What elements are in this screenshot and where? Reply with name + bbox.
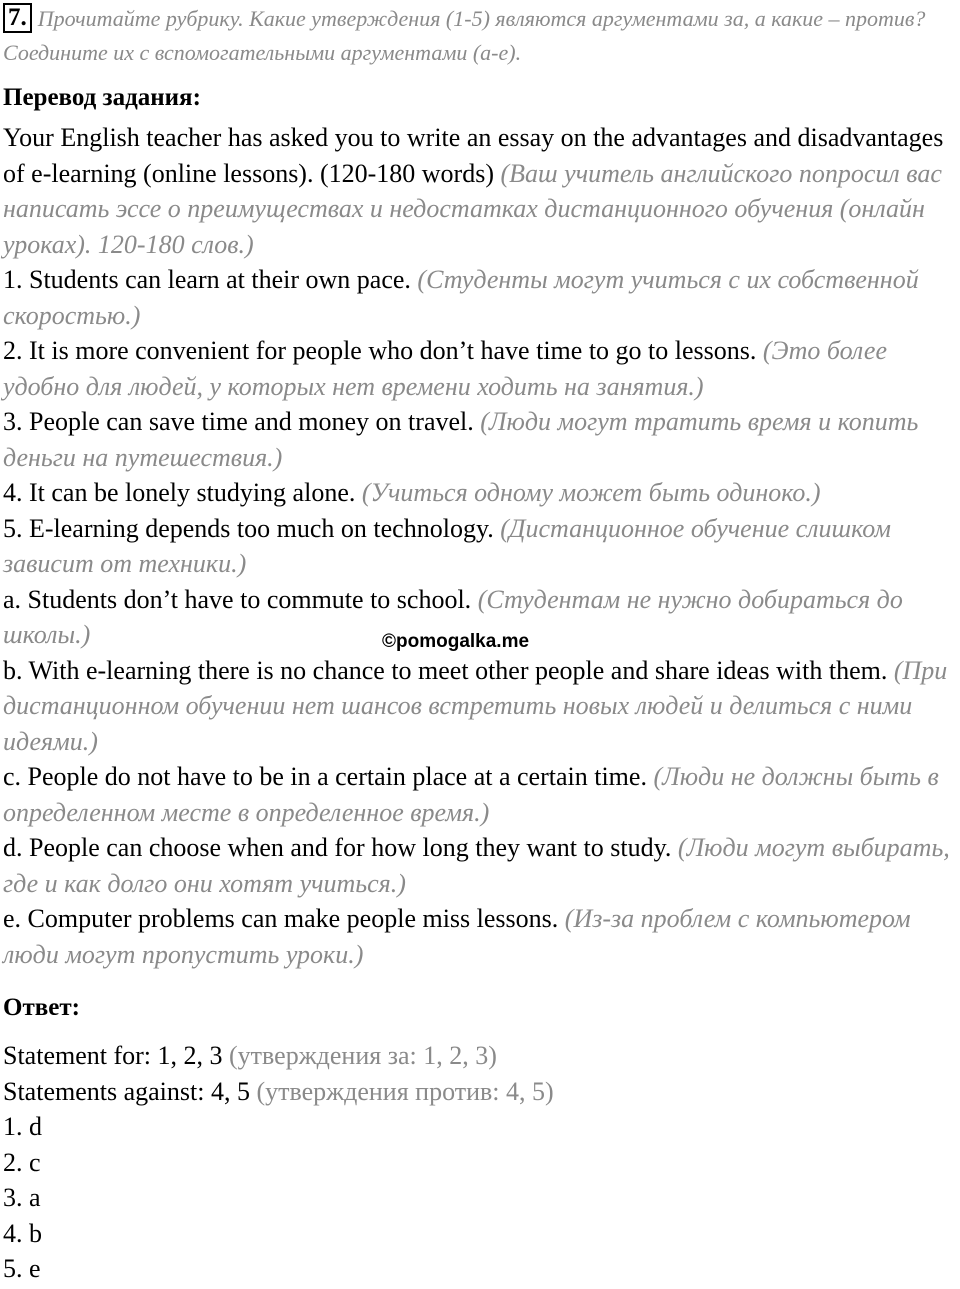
task-instruction bbox=[3, 0, 960, 70]
statement-russian: (Люди могут тратить время и копить деньги на путешествия.) bbox=[3, 407, 919, 472]
answer-for-russian: (утверждения за: 1, 2, 3) bbox=[229, 1041, 497, 1070]
argument-russian: (При дистанционном обучении нет шансов встретить новых людей и делиться с ними идеями.) bbox=[3, 655, 948, 756]
argument-russian: (Люди не должны быть в определенном месте в определенное время.) bbox=[3, 762, 939, 827]
statement-russian: (Дистанционное обучение слишком зависит от техники.) bbox=[3, 513, 891, 578]
statement-english: 1. Students can learn at their own pace. bbox=[3, 265, 411, 294]
task-number-badge: 7. bbox=[3, 3, 32, 33]
argument-english: c. People do not have to be in a certain place at a certain time. bbox=[3, 762, 647, 791]
answer-for-english: Statement for: 1, 2, 3 bbox=[3, 1041, 223, 1070]
argument-english: d. People can choose when and for how long they want to study. bbox=[3, 833, 672, 862]
statement-item bbox=[3, 475, 960, 511]
prompt-paragraph bbox=[3, 120, 960, 262]
statement-russian: (Студенты могут учиться с их собственной скоростью.) bbox=[3, 265, 919, 330]
argument-russian: (Студентам не нужно добираться до школы.) bbox=[3, 584, 903, 649]
statement-item bbox=[3, 333, 960, 404]
statement-english: 3. People can save time and money on travel. bbox=[3, 407, 474, 436]
statement-russian: (Учиться одному может быть одиноко.) bbox=[361, 478, 821, 507]
argument-english: b. With e-learning there is no chance to meet other people and share ideas with them. bbox=[3, 655, 888, 685]
supporting-argument-item bbox=[3, 901, 960, 972]
argument-russian: (Из-за проблем с компьютером люди могут пропустить уроки.) bbox=[3, 904, 911, 969]
translation-heading: Перевод задания: bbox=[3, 84, 201, 111]
prompt-english: Your English teacher has asked you to write an essay on the advantages and disadvantages of e-learning (online lessons). (120-180 words) bbox=[3, 123, 944, 188]
argument-russian: (Люди могут выбирать, где и как долго они хотят учиться.) bbox=[3, 833, 950, 898]
statement-item bbox=[3, 511, 960, 582]
statements-list bbox=[3, 262, 960, 972]
answer-match: 1. d bbox=[3, 1112, 42, 1141]
answer-for bbox=[3, 1038, 960, 1074]
answer-match: 5. e bbox=[3, 1254, 41, 1283]
supporting-argument-item bbox=[3, 759, 960, 830]
statement-english: 2. It is more convenient for people who don’t have time to go to lessons. bbox=[3, 336, 757, 365]
statement-item bbox=[3, 262, 960, 333]
answer-heading: Ответ: bbox=[3, 994, 80, 1021]
answer-against bbox=[3, 1074, 960, 1110]
supporting-argument-item bbox=[3, 653, 960, 760]
supporting-argument-item bbox=[3, 830, 960, 901]
answer-match: 3. a bbox=[3, 1183, 41, 1212]
answer-match: 4. b bbox=[3, 1218, 42, 1248]
answer-against-russian: (утверждения против: 4, 5) bbox=[256, 1076, 554, 1106]
argument-english: a. Students don’t have to commute to school. bbox=[3, 584, 472, 614]
task-instruction-text: Прочитайте рубрику. Какие утверждения (1-5) являются аргументами за, а какие – против? Соедините их с вспомогательными аргументами (a-e). bbox=[3, 6, 926, 65]
answer-match: 2. c bbox=[3, 1147, 41, 1177]
answer-block bbox=[3, 1038, 960, 1287]
answer-against-english: Statements against: 4, 5 bbox=[3, 1076, 250, 1106]
statement-russian: (Это более удобно для людей, у которых нет времени ходить на занятия.) bbox=[3, 336, 887, 401]
argument-english: e. Computer problems can make people miss lessons. bbox=[3, 904, 559, 933]
prompt-russian: (Ваш учитель английского попросил вас написать эссе о преимуществах и недостатках дистанционного обучения (онлайн уроках). 120-180 слов.) bbox=[3, 158, 942, 259]
watermark: ©pomogalka.me bbox=[382, 631, 530, 652]
statement-english: 5. E-learning depends too much on technology. bbox=[3, 513, 494, 543]
statement-english: 4. It can be lonely studying alone. bbox=[3, 478, 356, 507]
statement-item bbox=[3, 404, 960, 475]
